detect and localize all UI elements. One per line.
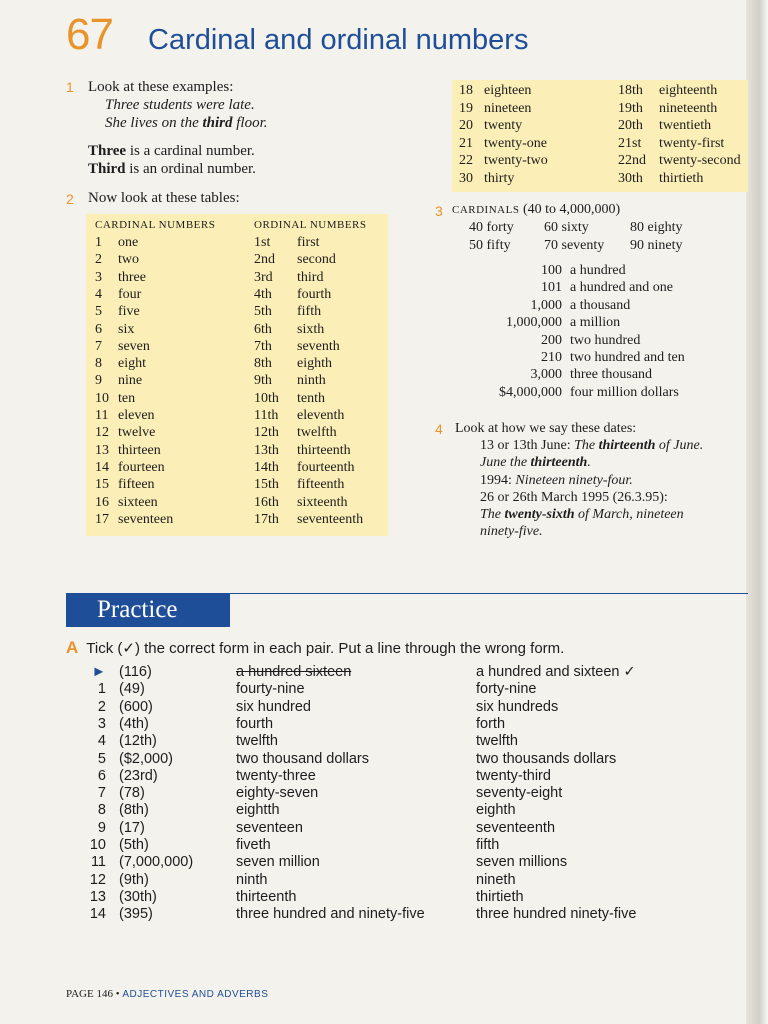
ordinal-word: seventeenth (297, 511, 364, 527)
section-1-number: 1 (66, 79, 74, 95)
option-a: twelfth (236, 733, 278, 750)
item-prompt: (600) (119, 698, 153, 715)
option-a: two thousand dollars (236, 750, 369, 767)
cardinal-digit: 22 (459, 153, 473, 168)
item-number: 13 (89, 888, 106, 905)
ordinal-digit: 4th (254, 286, 272, 302)
number-table (86, 214, 388, 536)
ordinal-digit: 5th (254, 304, 272, 320)
ordinal-word: twelfth (297, 425, 337, 441)
ordinal-word: third (297, 269, 324, 285)
section-1 (88, 78, 268, 178)
item-number: 12 (89, 871, 106, 888)
cardinal-word: nineteen (484, 100, 532, 116)
ordinal-digit: 11th (254, 408, 279, 423)
cardinal-row (440, 315, 740, 332)
cardinal-digit: 6 (95, 321, 102, 337)
practice-heading: Practice (66, 593, 230, 627)
cardinal-figure: 210 (541, 350, 562, 365)
option-b: eighth (476, 802, 516, 819)
ordinal-digit: 18th (618, 83, 643, 98)
ordinal-digit: 2nd (254, 252, 275, 268)
cardinal-words: three thousand (570, 367, 653, 383)
cardinals-heading: CARDINALS (40 to 4,000,000) (452, 202, 621, 217)
section-3-number: 3 (435, 203, 443, 219)
cardinal-digit: 20 (459, 118, 473, 133)
cardinal-word: sixteen (118, 494, 158, 510)
cardinal-digit: 9 (95, 373, 102, 389)
item-number: 5 (97, 750, 106, 767)
section-4 (455, 420, 703, 540)
date-line-3: 1994: Nineteen ninety-four. (480, 472, 633, 488)
item-prompt: (49) (119, 681, 145, 698)
ordinal-word: eighth (297, 356, 332, 372)
ordinal-word: second (297, 252, 336, 268)
item-number: 10 (89, 837, 106, 853)
option-b: six hundreds (476, 698, 559, 715)
option-b: three hundred ninety-five (476, 906, 637, 923)
option-a: seven million (236, 854, 320, 871)
option-b: thirtieth (476, 888, 524, 905)
option-b: a hundred and sixteen ✓ (476, 664, 636, 680)
cardinal-digit: 17 (95, 511, 109, 527)
item-prompt: (9th) (119, 871, 149, 888)
cardinal-digit: 3 (95, 269, 102, 285)
cardinal-digit: 2 (95, 252, 102, 268)
ordinal-digit: 10th (254, 390, 279, 406)
ordinal-word: fifteenth (297, 477, 345, 493)
ordinal-digit: 8th (254, 356, 272, 372)
cardinal-word: ten (118, 390, 136, 406)
option-a: twenty-three (236, 767, 316, 784)
item-number: ► (91, 664, 106, 680)
item-number: 1 (97, 681, 106, 698)
cardinal-digit: 18 (459, 83, 473, 98)
cardinal-word: one (118, 235, 139, 250)
ordinal-word: ninth (297, 373, 326, 389)
cardinal-words: a hundred and one (570, 280, 674, 296)
date-line-2: June the thirteenth. (480, 455, 591, 471)
cardinal-figure: 1,000,000 (506, 315, 562, 331)
ordinal-digit: 16th (254, 494, 279, 510)
tens-row-1: 40 forty 60 sixty 80 eighty (469, 220, 683, 235)
cardinal-digit: 5 (95, 304, 102, 320)
cardinal-word: seven (118, 338, 150, 354)
practice-rule (230, 593, 748, 594)
item-number: 8 (97, 802, 106, 819)
cardinal-figure: 100 (541, 263, 562, 278)
ordinal-digit: 1st (254, 235, 271, 250)
cardinal-words: two hundred and ten (570, 350, 685, 365)
option-a: eighty-seven (236, 785, 319, 802)
option-a: a hundred sixteen (236, 664, 352, 680)
cardinal-word: nine (118, 373, 143, 389)
ordinal-word: sixteenth (297, 494, 348, 510)
cardinal-row (440, 367, 740, 384)
ordinal-word: nineteenth (659, 100, 718, 116)
page-title: Cardinal and ordinal numbers (148, 24, 529, 56)
date-line-6: ninety-five. (480, 524, 543, 540)
option-b: twenty-third (476, 767, 551, 784)
ordinal-word: seventh (297, 338, 340, 354)
cardinal-digit: 15 (95, 477, 109, 493)
cardinal-word: six (118, 321, 135, 337)
item-number: 9 (97, 819, 106, 836)
cardinal-word: seventeen (118, 511, 174, 527)
option-b: seventeenth (476, 819, 556, 836)
item-number: 6 (97, 767, 106, 784)
cardinal-digit: 30 (459, 170, 473, 186)
ordinal-digit: 15th (254, 477, 279, 493)
ordinal-word: eighteenth (659, 83, 718, 98)
item-prompt: (23rd) (119, 767, 158, 784)
ordinal-digit: 17th (254, 511, 279, 527)
cardinal-word: thirty (484, 170, 515, 186)
cardinal-figure: 3,000 (530, 367, 562, 383)
ordinal-header: ORDINAL NUMBERS (254, 219, 367, 231)
cardinal-words: a thousand (570, 297, 631, 313)
item-prompt: (30th) (119, 888, 157, 905)
note-ordinal: Third is an ordinal number. (88, 161, 256, 177)
option-b: nineth (476, 871, 516, 888)
task-a-instruction: A Tick (✓) the correct form in each pair. Put a line through the wrong form. (66, 638, 565, 657)
item-number: 3 (97, 715, 106, 732)
option-b: seventy-eight (476, 785, 563, 802)
item-prompt: (116) (119, 664, 152, 680)
option-a: thirteenth (236, 888, 297, 905)
item-prompt: (4th) (119, 715, 149, 732)
ordinal-digit: 19th (618, 100, 643, 116)
cardinal-word: fourteen (118, 459, 165, 475)
ordinal-digit: 30th (618, 170, 643, 186)
option-b: twelfth (476, 733, 518, 750)
cardinal-row (440, 333, 740, 350)
cardinal-digit: 13 (95, 442, 109, 458)
cardinal-word: three (118, 269, 146, 285)
cardinal-figure: $4,000,000 (499, 384, 562, 400)
cardinal-figure: 1,000 (530, 297, 562, 313)
example-2: She lives on the third floor. (105, 115, 268, 131)
cardinal-digit: 19 (459, 100, 473, 116)
option-a: fourty-nine (236, 681, 305, 698)
ordinal-word: twentieth (659, 118, 712, 133)
cardinal-word: eleven (118, 408, 155, 423)
date-line-1: 13 or 13th June: The thirteenth of June. (480, 438, 704, 454)
ordinal-word: eleventh (297, 408, 345, 423)
item-prompt: (78) (119, 785, 145, 802)
cardinal-figure: 200 (541, 332, 562, 348)
ordinal-word: sixth (297, 321, 325, 337)
option-b: forty-nine (476, 681, 537, 698)
item-prompt: (7,000,000) (119, 854, 194, 871)
cardinal-word: fifteen (118, 477, 155, 493)
cardinal-figure: 101 (541, 280, 562, 296)
item-number: 14 (89, 906, 106, 923)
ordinal-digit: 7th (254, 338, 272, 354)
item-prompt: (8th) (119, 802, 149, 819)
ordinal-word: fourteenth (297, 459, 355, 475)
cardinal-word: twenty-one (484, 135, 547, 151)
ordinal-digit: 3rd (254, 269, 273, 285)
cardinal-row (440, 350, 740, 367)
date-line-4: 26 or 26th March 1995 (26.3.95): (480, 489, 668, 505)
cardinal-word: eighteen (484, 83, 532, 98)
item-number: 4 (97, 733, 106, 750)
cardinal-word: twenty (484, 118, 523, 133)
ordinal-digit: 13th (254, 442, 279, 458)
option-a: fourth (236, 715, 274, 732)
option-a: fiveth (236, 837, 271, 853)
option-a: six hundred (236, 698, 311, 715)
cardinal-word: four (118, 286, 142, 302)
item-prompt: (395) (119, 906, 153, 923)
item-number: 11 (90, 854, 106, 871)
section-2-number: 2 (66, 191, 74, 207)
section-2-intro: Now look at these tables: (88, 190, 240, 206)
ordinal-digit: 6th (254, 321, 272, 337)
number-table-continued (452, 80, 748, 192)
cardinal-digit: 4 (95, 286, 102, 302)
cardinal-digit: 11 (95, 408, 109, 423)
item-number: 2 (97, 698, 106, 715)
cardinal-digit: 1 (95, 235, 102, 250)
cardinal-digit: 10 (95, 390, 109, 406)
cardinal-digit: 12 (95, 425, 109, 441)
cardinal-word: five (118, 304, 140, 320)
ordinal-word: twenty-second (659, 153, 741, 168)
cardinal-word: thirteen (118, 442, 161, 458)
cardinal-digit: 16 (95, 494, 109, 510)
ordinal-word: twenty-first (659, 135, 725, 151)
cardinal-word: twenty-two (484, 153, 548, 168)
item-prompt: (17) (119, 819, 145, 836)
cardinal-digit: 21 (459, 135, 473, 151)
cardinal-word: eight (118, 356, 146, 372)
ordinal-word: thirtieth (659, 170, 704, 186)
item-prompt: (12th) (119, 733, 157, 750)
ordinal-word: fifth (297, 304, 322, 320)
note-cardinal: Three is a cardinal number. (88, 143, 255, 159)
option-b: fifth (476, 837, 500, 853)
cardinal-word: twelve (118, 425, 156, 441)
cardinal-row (440, 263, 740, 280)
option-a: eightth (236, 802, 280, 819)
cardinal-digit: 7 (95, 338, 102, 354)
cardinal-digit: 14 (95, 459, 109, 475)
option-b: seven millions (476, 854, 568, 871)
cardinal-words: four million dollars (570, 384, 679, 400)
ordinal-word: thirteenth (297, 442, 351, 458)
section-4-number: 4 (435, 421, 443, 437)
option-b: two thousands dollars (476, 750, 617, 767)
page-edge (746, 0, 768, 1024)
cardinal-row (440, 385, 740, 402)
option-a: three hundred and ninety-five (236, 906, 425, 923)
tens-row-2: 50 fifty 70 seventy 90 ninety (469, 238, 683, 253)
cardinal-header: CARDINAL NUMBERS (95, 219, 216, 231)
option-a: seventeen (236, 819, 303, 836)
ordinal-digit: 22nd (618, 153, 646, 168)
ordinal-word: first (297, 235, 320, 250)
cardinal-words: a million (570, 315, 621, 331)
ordinal-digit: 20th (618, 118, 643, 133)
cardinal-word: two (118, 252, 139, 268)
item-prompt: (5th) (119, 837, 149, 853)
date-line-5: The twenty-sixth of March, nineteen (480, 507, 684, 523)
ordinal-digit: 14th (254, 459, 279, 475)
cardinal-words: two hundred (570, 332, 641, 348)
item-number: 7 (97, 785, 106, 802)
ordinal-digit: 21st (618, 135, 642, 151)
example-1: Three students were late. (105, 97, 255, 113)
option-a: ninth (236, 871, 268, 888)
item-prompt: ($2,000) (119, 750, 174, 767)
ordinal-digit: 9th (254, 373, 272, 389)
page-footer: PAGE 146 • ADJECTIVES AND ADVERBS (66, 988, 269, 1000)
cardinal-digit: 8 (95, 356, 102, 372)
cardinal-row (440, 280, 740, 297)
cardinal-row (440, 298, 740, 315)
ordinal-digit: 12th (254, 425, 279, 441)
dates-intro: Look at how we say these dates: (455, 421, 637, 436)
section-1-intro: Look at these examples: (88, 79, 234, 95)
cardinal-words: a hundred (570, 263, 626, 278)
ordinal-word: tenth (297, 390, 325, 406)
option-b: forth (476, 715, 506, 732)
ordinal-word: fourth (297, 286, 332, 302)
lesson-number: 67 (66, 10, 113, 59)
